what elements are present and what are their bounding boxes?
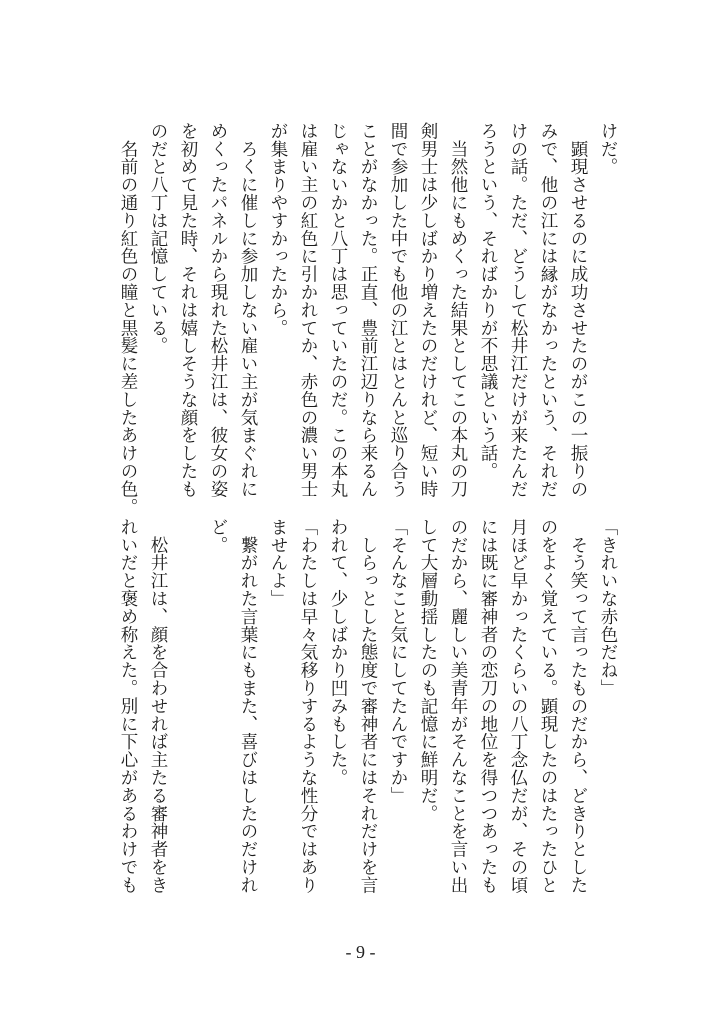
text-column: のだから、麗しい美青年がそんなことを言い出 [448, 518, 468, 894]
text-column: 「そんなこと気にしてたんですか」 [388, 518, 408, 805]
text-column: 顕現させるのに成功させたのがこの一振りの [568, 122, 588, 498]
text-column: 名前の通り紅色の瞳と黒髪に差したあけの色。 [118, 122, 138, 516]
text-column: みで、他の江には縁がなかったという、それだ [538, 122, 558, 498]
text-column: われて、少しばかり凹みもした。 [328, 518, 348, 787]
text-column: ことがなかった。正直、豊前江辺りなら来るん [358, 122, 378, 498]
text-column: のをよく覚えている。顕現したのはたったひと [538, 518, 558, 894]
text-column: ろくに催しに参加しない雇い主が気まぐれに [238, 122, 258, 498]
lower-text-tier [111, 518, 623, 898]
text-column: ど。 [208, 518, 228, 554]
text-column [173, 518, 203, 898]
text-column: して大層動揺したのも記憶に鮮明だ。 [418, 518, 438, 823]
text-column: そう笑って言ったものだから、どきりとした [568, 518, 588, 894]
text-column: めくったパネルから現れた松井江は、彼女の姿 [208, 122, 228, 498]
text-column: けの話。ただ、どうして松井江だけが来たんだ [508, 122, 528, 498]
text-column: 間で参加した中でも他の江とはとんと巡り合う [388, 122, 408, 498]
text-column: を初めて見た時、それは嬉しそうな顔をしたも [178, 122, 198, 498]
text-column: のだと八丁は記憶している。 [148, 122, 168, 355]
text-column: 松井江は、顔を合わせれば主たる審神者をき [148, 518, 168, 894]
text-column: じゃないかと八丁は思っていたのだ。この本丸 [328, 122, 348, 498]
text-column: ませんよ」 [268, 518, 288, 608]
text-column: 「きれいな赤色だね」 [598, 518, 618, 697]
text-column: 繋がれた言葉にもまた、喜びはしたのだけれ [238, 518, 258, 894]
upper-text-tier [111, 122, 623, 516]
text-column: けだ。 [598, 122, 618, 176]
text-column: れいだと褒め称えた。別に下心があるわけでも [118, 518, 138, 894]
text-column: 月ほど早かったくらいの八丁念仏だが、その頃 [508, 518, 528, 894]
text-column: ろうという、そればかりが不思議という話。 [478, 122, 498, 480]
text-column: は雇い主の紅色に引かれてか、赤色の濃い男士 [298, 122, 318, 498]
text-column: には既に審神者の恋刀の地位を得つつあったも [478, 518, 498, 894]
text-column: 剣男士は少しばかり増えたのだけれど、短い時 [418, 122, 438, 498]
page-number: - 9 - [345, 942, 376, 962]
text-column: しらっとした態度で審神者にはそれだけを言 [358, 518, 378, 894]
text-column: 「わたしは早々気移りするような性分ではあり [298, 518, 318, 894]
text-column: 当然他にもめくった結果としてこの本丸の刀 [448, 122, 468, 498]
text-column: が集まりやすかったから。 [268, 122, 288, 337]
